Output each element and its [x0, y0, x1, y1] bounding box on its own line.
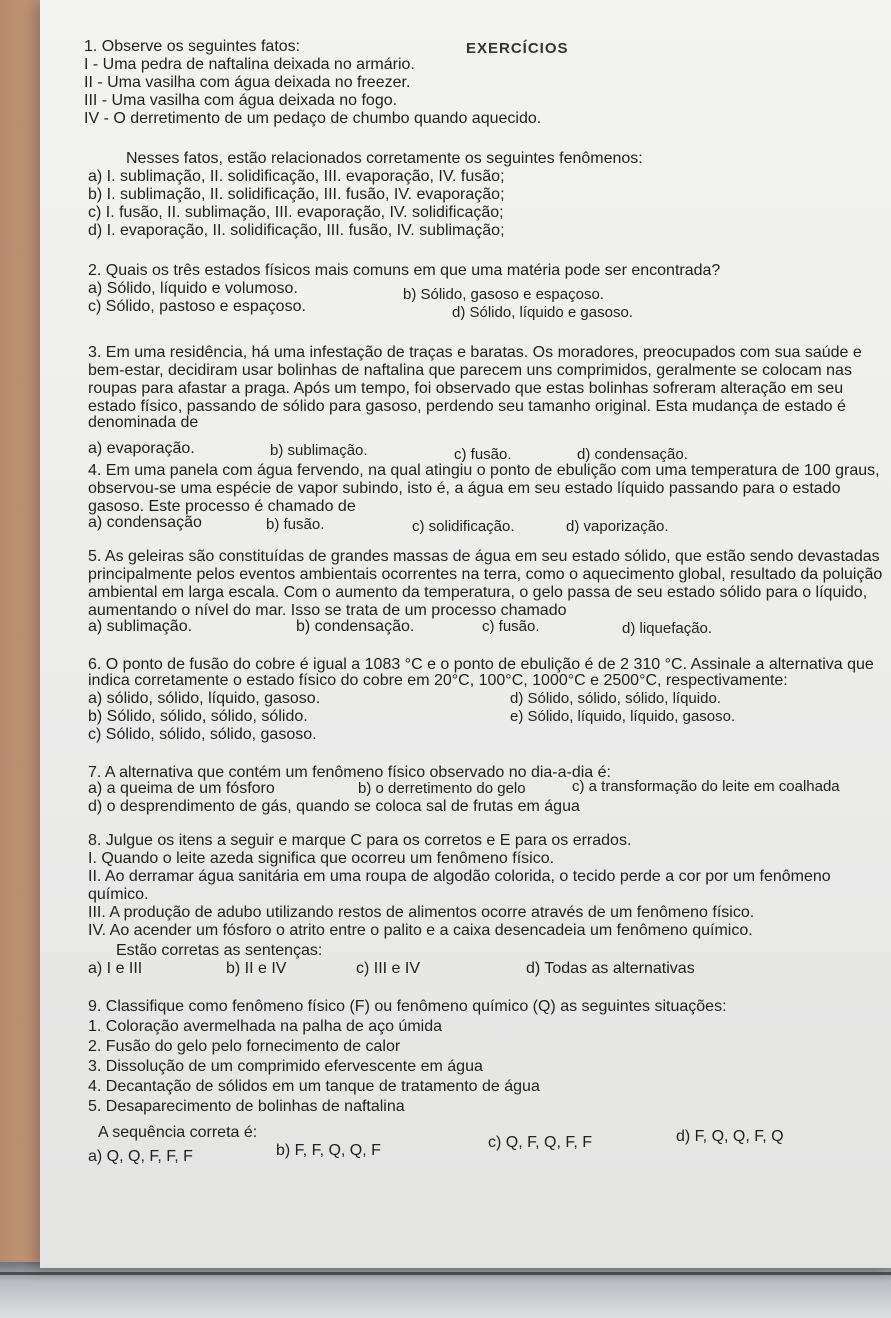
q1-option-a: a) I. sublimação, II. solidificação, III. evaporação, IV. fusão;: [88, 168, 505, 185]
q4-line-2: observou-se uma espécie de vapor subindo, isto é, a água em seu estado líquido passando para o estado: [88, 480, 841, 497]
q4-option-a: a) condensação: [88, 514, 202, 531]
q9-item-1: 1. Coloração avermelhada na palha de aço úmida: [88, 1018, 443, 1035]
q5-option-c: c) fusão.: [482, 618, 540, 635]
q9-option-d: d) F, Q, Q, F, Q: [676, 1128, 784, 1145]
q4-line-3: gasoso. Este processo é chamado de: [88, 498, 356, 515]
q3-line-4: estado físico, passando de sólido para gasoso, perdendo seu tamanho original. Esta mudança de estado é: [88, 398, 846, 415]
q1-option-b: b) I. sublimação, II. solidificação, III. fusão, IV. evaporação;: [88, 186, 505, 203]
q3-line-1: 3. Em uma residência, há uma infestação de traças e baratas. Os moradores, preocupados com sua saúde e: [88, 344, 862, 361]
q9-lead: A sequência correta é:: [98, 1124, 258, 1141]
q1-option-d: d) I. evaporação, II. solidificação, III. fusão, IV. sublimação;: [88, 222, 505, 239]
q5-option-b: b) condensação.: [296, 618, 415, 635]
q6-option-e: e) Sólido, líquido, líquido, gasoso.: [510, 708, 736, 725]
q2-stem: 2. Quais os três estados físicos mais comuns em que uma matéria pode ser encontrada?: [88, 262, 721, 279]
q7-stem: 7. A alternativa que contém um fenômeno físico observado no dia-a-dia é:: [88, 764, 611, 781]
q7-option-a: a) a queima de um fósforo: [88, 780, 275, 797]
worksheet-paper: [40, 0, 891, 1268]
q7-option-b: b) o derretimento do gelo: [358, 780, 526, 797]
q3-option-c: c) fusão.: [454, 446, 512, 463]
q3-option-d: d) condensação.: [577, 446, 688, 463]
q3-line-5: denominada de: [88, 414, 199, 431]
q2-option-d: d) Sólido, líquido e gasoso.: [452, 304, 633, 321]
q1-stem: 1. Observe os seguintes fatos:: [84, 38, 301, 55]
q6-option-c: c) Sólido, sólido, sólido, gasoso.: [88, 726, 317, 743]
q1-item-3: III - Uma vasilha com água deixada no fogo.: [84, 92, 398, 109]
q5-option-d: d) liquefação.: [622, 620, 713, 637]
q3-option-a: a) evaporação.: [88, 440, 195, 457]
q1-item-2: II - Uma vasilha com água deixada no freezer.: [84, 74, 411, 91]
q5-line-1: 5. As geleiras são constituídas de grandes massas de água em seu estado sólido, que estão sendo devastadas: [88, 548, 880, 565]
q8-option-a: a) I e III: [88, 960, 143, 977]
q8-stem: 8. Julgue os itens a seguir e marque C para os corretos e E para os errados.: [88, 832, 632, 849]
q8-lead: Estão corretas as sentenças:: [116, 942, 323, 959]
q6-option-d: d) Sólido, sólido, sólido, líquido.: [510, 690, 721, 707]
q3-line-3: roupas para afastar a praga. Após um tempo, foi observado que estas bolinhas sofreram alteração em seu: [88, 380, 844, 397]
q4-option-b: b) fusão.: [266, 516, 325, 533]
q9-stem: 9. Classifique como fenômeno físico (F) ou fenômeno químico (Q) as seguintes situações:: [88, 998, 727, 1015]
q8-item-1: I. Quando o leite azeda significa que ocorreu um fenômeno físico.: [88, 850, 555, 867]
q8-item-2a: II. Ao derramar água sanitária em uma roupa de algodão colorida, o tecido perde a cor por um fenômeno: [88, 868, 831, 885]
q5-line-4: aumentando o nível do mar. Isso se trata de um processo chamado: [88, 602, 567, 619]
q4-line-1: 4. Em uma panela com água fervendo, na qual atingiu o ponto de ebulição com uma temperatura de 100 graus,: [88, 462, 880, 479]
q9-item-3: 3. Dissolução de um comprimido efervescente em água: [88, 1058, 483, 1075]
q7-option-c: c) a transformação do leite em coalhada: [572, 778, 840, 795]
q9-option-a: a) Q, Q, F, F, F: [88, 1148, 193, 1165]
q7-option-d: d) o desprendimento de gás, quando se coloca sal de frutas em água: [88, 798, 580, 815]
q8-option-d: d) Todas as alternativas: [526, 960, 695, 977]
q8-option-c: c) III e IV: [356, 960, 421, 977]
q2-option-a: a) Sólido, líquido e volumoso.: [88, 280, 298, 297]
q4-option-d: d) vaporização.: [566, 518, 669, 535]
q4-option-c: c) solidificação.: [412, 518, 515, 535]
q1-option-c: c) I. fusão, II. sublimação, III. evaporação, IV. solidificação;: [88, 204, 504, 221]
q8-item-2b: químico.: [88, 886, 149, 903]
q1-item-1: I - Uma pedra de naftalina deixada no armário.: [84, 56, 415, 73]
q5-option-a: a) sublimação.: [88, 618, 193, 635]
q9-item-4: 4. Decantação de sólidos em um tanque de tratamento de água: [88, 1078, 540, 1095]
q6-line-2: indica corretamente o estado físico do cobre em 20°C, 100°C, 1000°C e 2500°C, respectivamente:: [88, 672, 788, 689]
q6-line-1: 6. O ponto de fusão do cobre é igual a 1083 °C e o ponto de ebulição é de 2 310 °C. Assinale a alternativa que: [88, 656, 874, 673]
q9-item-5: 5. Desaparecimento de bolinhas de naftalina: [88, 1098, 405, 1115]
q1-item-4: IV - O derretimento de um pedaço de chumbo quando aquecido.: [84, 110, 542, 127]
q9-option-c: c) Q, F, Q, F, F: [488, 1134, 592, 1151]
q8-item-4: IV. Ao acender um fósforo o atrito entre o palito e a caixa desencadeia um fenômeno químico.: [88, 922, 753, 939]
q6-option-a: a) sólido, sólido, líquido, gasoso.: [88, 690, 321, 707]
background-rail: [0, 1272, 891, 1275]
page-title: EXERCÍCIOS: [466, 40, 569, 57]
q6-option-b: b) Sólido, sólido, sólido, sólido.: [88, 708, 308, 725]
q9-option-b: b) F, F, Q, Q, F: [276, 1142, 381, 1159]
q5-line-3: ambiental em larga escala. Com o aumento da temperatura, o gelo passa de seu estado sólido para o líquido,: [88, 584, 868, 601]
background-floor: [0, 1262, 891, 1318]
q1-lead: Nesses fatos, estão relacionados corretamente os seguintes fenômenos:: [126, 150, 643, 167]
q8-item-3: III. A produção de adubo utilizando restos de alimentos ocorre através de um fenômeno físico.: [88, 904, 755, 921]
q8-option-b: b) II e IV: [226, 960, 287, 977]
q3-line-2: bem-estar, decidiram usar bolinhas de naftalina que parecem uns comprimidos, geralmente se colocam nas: [88, 362, 852, 379]
q2-option-c: c) Sólido, pastoso e espaçoso.: [88, 298, 306, 315]
q3-option-b: b) sublimação.: [270, 442, 368, 459]
q2-option-b: b) Sólido, gasoso e espaçoso.: [403, 286, 604, 303]
q9-item-2: 2. Fusão do gelo pelo fornecimento de calor: [88, 1038, 401, 1055]
q5-line-2: principalmente pelos eventos ambientais ocorrentes na terra, como o aquecimento global, resultado da poluição: [88, 566, 883, 583]
